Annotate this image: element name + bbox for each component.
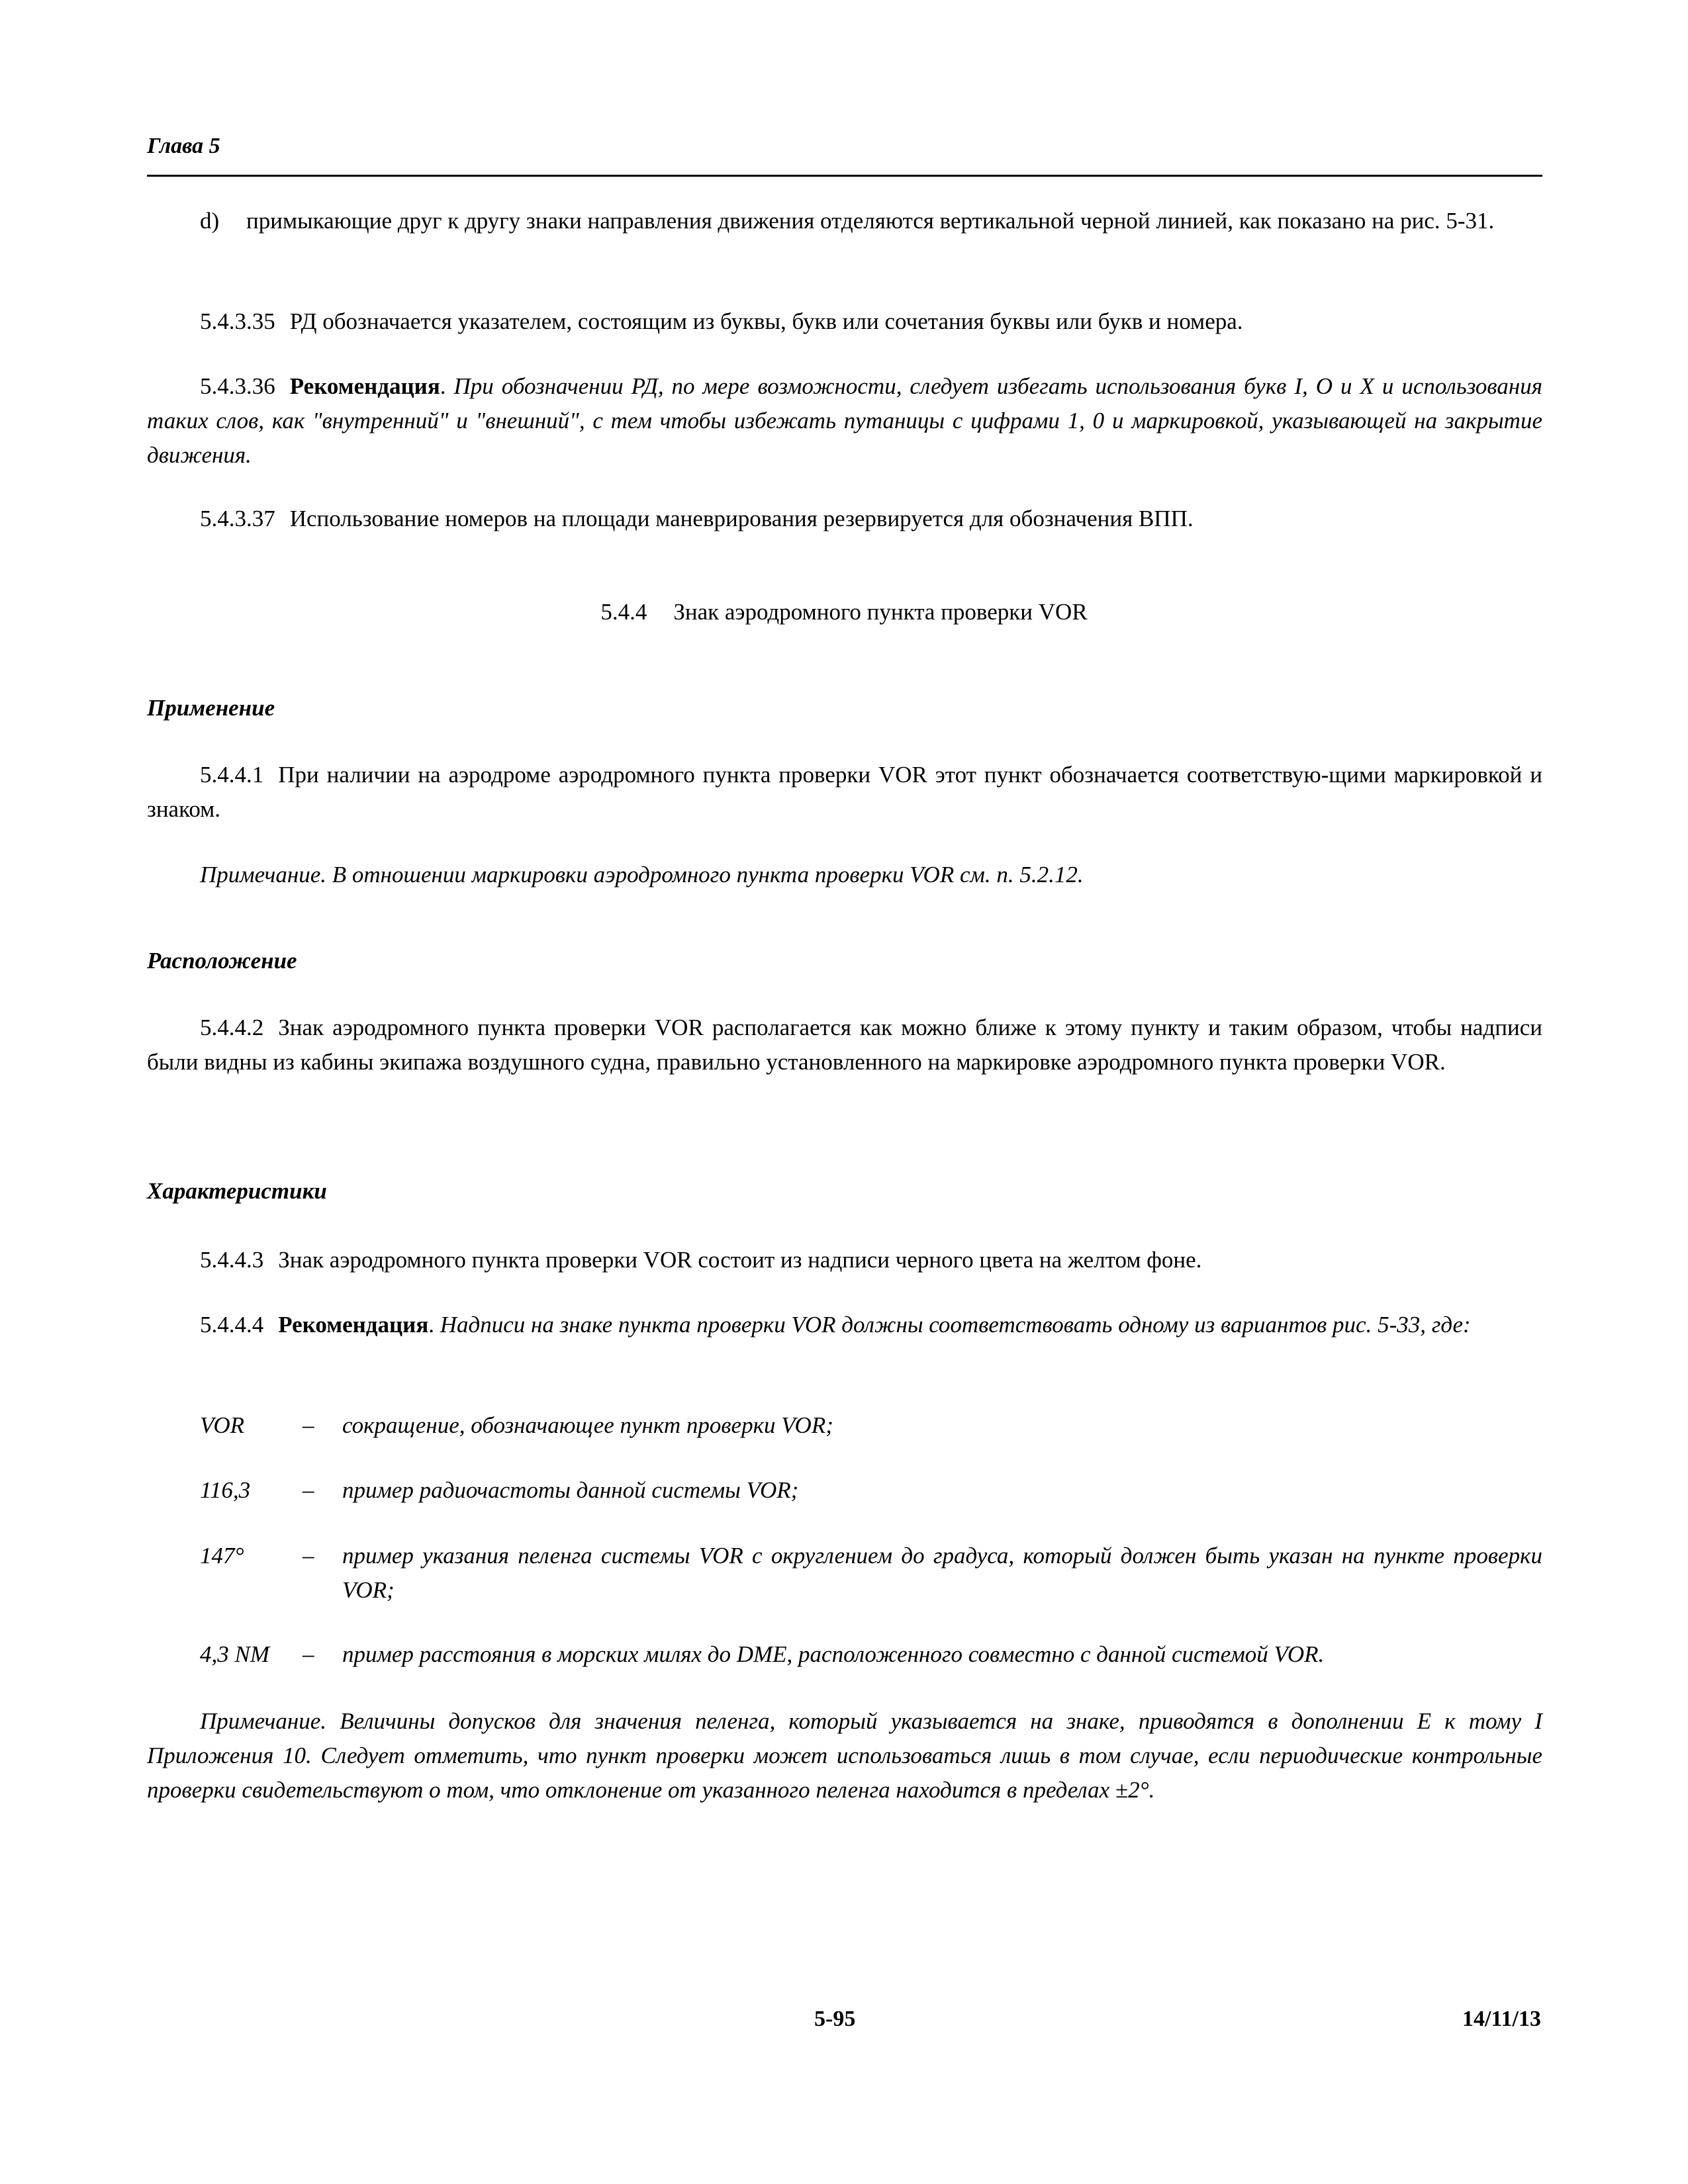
paragraph-5-4-4-2 [147, 1011, 1542, 1079]
paragraph-5-4-3-37 [147, 502, 1542, 536]
paragraph-number: 5.4.3.37 [200, 506, 275, 531]
paragraph-number: 5.4.3.36 [200, 373, 275, 399]
section-number: 5.4.4 [600, 599, 647, 625]
paragraph-number: 5.4.4.3 [200, 1247, 264, 1273]
paragraph-text: Знак аэродромного пункта проверки VOR состоит из надписи черного цвета на желтом фоне. [278, 1247, 1202, 1273]
paragraph-text: Использование номеров на площади маневрирования резервируется для обозначения ВПП. [289, 506, 1194, 531]
header-divider [147, 175, 1542, 177]
section-title-text: Знак аэродромного пункта проверки VOR [673, 599, 1088, 625]
subheading-location: Расположение [147, 948, 297, 974]
section-title [0, 599, 1688, 625]
list-item-label: d) [200, 208, 220, 234]
recommendation-dot: . [428, 1312, 435, 1338]
definition-text: сокращение, обозначающее пункт проверки VOR; [342, 1412, 833, 1438]
recommendation-label: Рекомендация [278, 1312, 429, 1338]
paragraph-text: РД обозначается указателем, состоящим из буквы, букв или сочетания буквы или букв и номера. [289, 308, 1243, 334]
definition-row [147, 1637, 1542, 1672]
definition-text: пример радиочастоты данной системы VOR; [342, 1477, 799, 1503]
paragraph-text: При обозначении РД, по мере возможности, следует избегать использования букв I, O и X и использования таких слов, как "внутренний" и "внешний", с тем чтобы избежать путаницы с цифрами 1, 0 и маркировкой, указывающей на закрытие движения. [147, 373, 1543, 468]
definition-term: 116,3 [200, 1477, 251, 1503]
definition-dash: – [303, 1412, 314, 1438]
note-bearing-tolerance: Примечание. Величины допусков для значения пеленга, который указывается на знаке, приводятся в дополнении E к тому I Приложения 10. Следует отметить, что пункт проверки может использоваться лишь в том случае, если периодические контрольные проверки свидетельствуют о том, что отклонение от указанного пеленга находится в пределах ±2°. [147, 1708, 1542, 1803]
paragraph-number: 5.4.4.2 [200, 1015, 264, 1040]
list-item-text: примыкающие друг к другу знаки направления движения отделяются вертикальной черной линией, как показано на рис. 5-31. [246, 208, 1495, 234]
revision-date: 14/11/13 [1462, 2007, 1541, 2031]
recommendation-dot: . [440, 373, 446, 399]
definition-term: 147° [200, 1543, 244, 1569]
definition-row [147, 1408, 1542, 1443]
definition-term: 4,3 NM [200, 1641, 269, 1667]
chapter-header: Глава 5 [147, 134, 220, 158]
definition-dash: – [303, 1543, 314, 1569]
paragraph-5-4-3-36 [147, 369, 1542, 473]
paragraph-number: 5.4.4.4 [200, 1312, 264, 1338]
definition-dash: – [303, 1641, 314, 1667]
paragraph-5-4-4-3 [147, 1243, 1542, 1277]
definition-text: пример указания пеленга системы VOR с округлением до градуса, который должен быть указан на пункте проверки VOR; [342, 1543, 1542, 1603]
paragraph-5-4-4-4 [147, 1308, 1542, 1342]
paragraph-number: 5.4.4.1 [200, 762, 264, 788]
paragraph-text: Знак аэродромного пункта проверки VOR располагается как можно ближе к этому пункту и таким образом, чтобы надписи были видны из кабины экипажа воздушного судна, правильно установленного на маркировке аэродромного пункта проверки VOR. [147, 1015, 1542, 1075]
note-vor-marking: Примечание. В отношении маркировки аэродромного пункта проверки VOR см. п. 5.2.12. [200, 862, 1084, 887]
recommendation-label: Рекомендация [289, 373, 440, 399]
definition-dash: – [303, 1477, 314, 1503]
paragraph-number: 5.4.3.35 [200, 308, 275, 334]
paragraph-text: Надписи на знаке пункта проверки VOR должны соответствовать одному из вариантов рис. 5-33, где: [440, 1312, 1471, 1338]
paragraph-text: При наличии на аэродроме аэродромного пункта проверки VOR этот пункт обозначается соответствую-щими маркировкой и знаком. [147, 762, 1542, 822]
page-number: 5-95 [814, 2007, 856, 2031]
list-item-d [147, 204, 1542, 238]
subheading-application: Применение [147, 695, 275, 721]
paragraph-5-4-3-35 [147, 304, 1542, 339]
definition-text: пример расстояния в морских милях до DME, расположенного совместно с данной системой VOR. [342, 1641, 1325, 1667]
definition-row [147, 1539, 1542, 1608]
definition-row [147, 1473, 1542, 1508]
definition-term: VOR [200, 1412, 244, 1438]
paragraph-5-4-4-1 [147, 758, 1542, 827]
subheading-characteristics: Характеристики [147, 1178, 327, 1204]
